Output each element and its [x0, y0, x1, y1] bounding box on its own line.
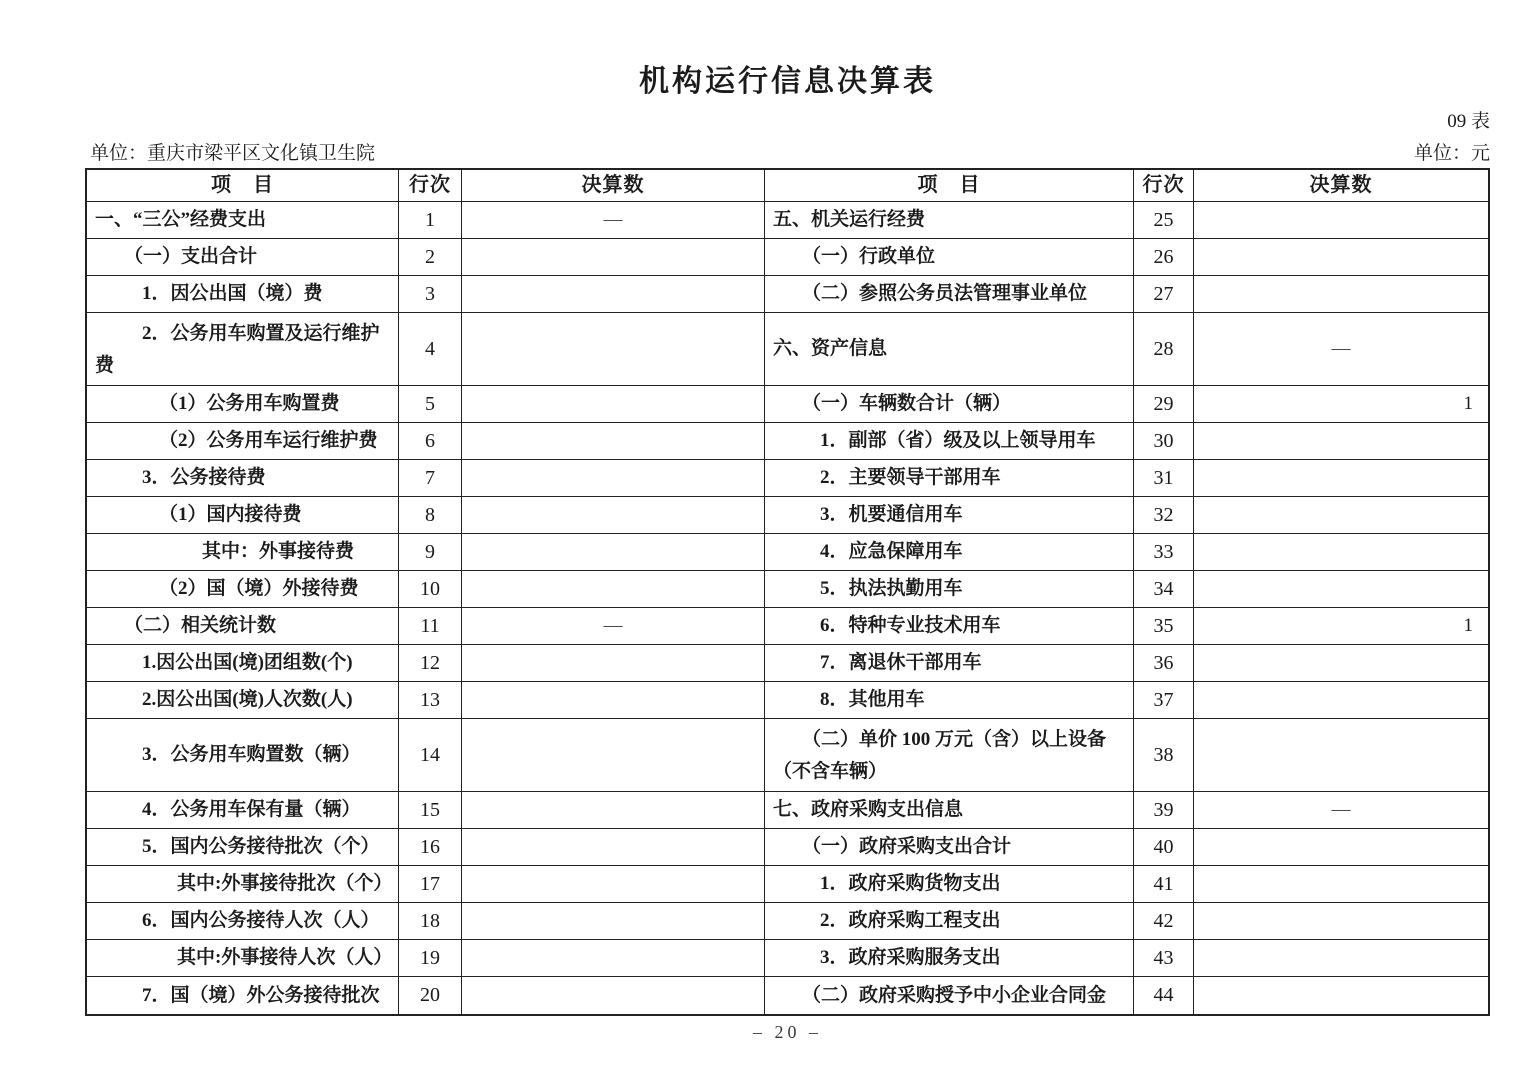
table-row [87, 239, 1488, 276]
header-item-right: 项 目 [765, 170, 1134, 201]
currency-unit: 单位：元 [1413, 143, 1490, 164]
item-cell: 6．特种专业技术用车 [765, 608, 1134, 644]
item-cell: （一）政府采购支出合计 [765, 829, 1134, 865]
amount-cell [1194, 534, 1488, 570]
item-cell: 一、“三公”经费支出 [87, 202, 399, 238]
item-cell: 5．执法执勤用车 [765, 571, 1134, 607]
item-cell: （二）政府采购授予中小企业合同金 [765, 977, 1134, 1014]
header-amount-right: 决算数 [1309, 174, 1373, 196]
line-number-cell: 32 [1134, 497, 1194, 533]
line-number-cell: 16 [399, 829, 462, 865]
table-row [87, 866, 1488, 903]
line-number-cell: 14 [399, 719, 462, 791]
item-cell: 六、资产信息 [765, 313, 1134, 385]
item-cell: 其中:外事接待批次（个） [87, 866, 399, 902]
table-row [87, 460, 1488, 497]
line-number-cell: 42 [1134, 903, 1194, 939]
finance-table [85, 168, 1490, 1016]
item-cell: 3．公务接待费 [87, 460, 399, 496]
line-number-cell: 34 [1134, 571, 1194, 607]
table-header-row [87, 170, 1488, 202]
amount-cell [1194, 866, 1488, 902]
line-number-cell: 30 [1134, 423, 1194, 459]
line-number-cell: 29 [1134, 386, 1194, 422]
line-number-cell: 28 [1134, 313, 1194, 385]
line-number-cell: 20 [399, 977, 462, 1014]
line-number-cell: 36 [1134, 645, 1194, 681]
item-cell: （1）公务用车购置费 [87, 386, 399, 422]
amount-cell [462, 682, 765, 718]
item-cell: （一）行政单位 [765, 239, 1134, 275]
table-row [87, 423, 1488, 460]
table-row [87, 903, 1488, 940]
table-row [87, 571, 1488, 608]
amount-cell [1194, 239, 1488, 275]
amount-cell [462, 645, 765, 681]
page-title: 机构运行信息决算表 [639, 65, 936, 98]
table-body [87, 202, 1488, 1014]
item-cell: 五、机关运行经费 [765, 202, 1134, 238]
item-cell: 其中:外事接待人次（人） [87, 940, 399, 976]
line-number-cell: 2 [399, 239, 462, 275]
line-number-cell: 8 [399, 497, 462, 533]
line-number-cell: 10 [399, 571, 462, 607]
item-cell: （2）公务用车运行维护费 [87, 423, 399, 459]
item-cell: （2）国（境）外接待费 [87, 571, 399, 607]
item-cell: （二）相关统计数 [87, 608, 399, 644]
table-row [87, 534, 1488, 571]
meta-line [90, 138, 1490, 165]
line-number-cell: 44 [1134, 977, 1194, 1014]
amount-cell [1194, 645, 1488, 681]
item-cell: 7．国（境）外公务接待批次 [87, 977, 399, 1014]
line-number-cell: 3 [399, 276, 462, 312]
item-cell: 4．应急保障用车 [765, 534, 1134, 570]
amount-cell [1194, 977, 1488, 1014]
line-number-cell: 13 [399, 682, 462, 718]
line-number-cell: 11 [399, 608, 462, 644]
amount-cell [462, 719, 765, 791]
amount-cell [462, 423, 765, 459]
amount-cell [462, 940, 765, 976]
item-cell: 2.因公出国(境)人次数(人) [87, 682, 399, 718]
amount-cell [1194, 202, 1488, 238]
table-row [87, 940, 1488, 977]
amount-cell [462, 313, 765, 385]
line-number-cell: 43 [1134, 940, 1194, 976]
line-number-cell: 27 [1134, 276, 1194, 312]
table-row [87, 645, 1488, 682]
item-cell: 1．因公出国（境）费 [87, 276, 399, 312]
item-cell: 6．国内公务接待人次（人） [87, 903, 399, 939]
line-number-cell: 12 [399, 645, 462, 681]
amount-cell [1194, 682, 1488, 718]
amount-cell [462, 977, 765, 1014]
item-cell: （一）车辆数合计（辆） [765, 386, 1134, 422]
amount-cell: — [1331, 799, 1351, 821]
amount-cell [1194, 903, 1488, 939]
sheet-number: 09 表 [1447, 111, 1490, 132]
item-cell: 1．政府采购货物支出 [765, 866, 1134, 902]
table-row [87, 977, 1488, 1014]
line-number-cell: 19 [399, 940, 462, 976]
item-cell: 1．副部（省）级及以上领导用车 [765, 423, 1134, 459]
header-line-left: 行次 [399, 170, 462, 201]
line-number-cell: 26 [1134, 239, 1194, 275]
amount-cell [462, 386, 765, 422]
line-number-cell: 4 [399, 313, 462, 385]
amount-cell [1194, 423, 1488, 459]
table-row [87, 497, 1488, 534]
amount-cell: — [1331, 338, 1351, 360]
item-cell: 8．其他用车 [765, 682, 1134, 718]
line-number-cell: 31 [1134, 460, 1194, 496]
amount-cell [462, 903, 765, 939]
amount-cell: 1 [1463, 615, 1473, 637]
amount-cell [462, 534, 765, 570]
item-cell: 2．政府采购工程支出 [765, 903, 1134, 939]
table-row [87, 386, 1488, 423]
line-number-cell: 9 [399, 534, 462, 570]
amount-cell [1194, 719, 1488, 791]
item-cell: 其中：外事接待费 [87, 534, 399, 570]
table-row [87, 719, 1488, 792]
item-cell: 3．公务用车购置数（辆） [87, 719, 399, 791]
page-number: – 20 – [753, 1022, 822, 1042]
amount-cell [462, 239, 765, 275]
line-number-cell: 5 [399, 386, 462, 422]
item-cell: 4．公务用车保有量（辆） [87, 792, 399, 828]
amount-cell [462, 829, 765, 865]
header-item-left: 项 目 [87, 170, 399, 201]
item-cell: 5．国内公务接待批次（个） [87, 829, 399, 865]
line-number-cell: 6 [399, 423, 462, 459]
amount-cell: 1 [1463, 393, 1473, 415]
line-number-cell: 33 [1134, 534, 1194, 570]
table-row [87, 792, 1488, 829]
unit-name: 单位：重庆市梁平区文化镇卫生院 [90, 143, 376, 164]
line-number-cell: 18 [399, 903, 462, 939]
item-cell: 3．政府采购服务支出 [765, 940, 1134, 976]
amount-cell [462, 866, 765, 902]
line-number-cell: 41 [1134, 866, 1194, 902]
amount-cell [1194, 940, 1488, 976]
item-cell: （一）支出合计 [87, 239, 399, 275]
item-cell: 七、政府采购支出信息 [765, 792, 1134, 828]
item-cell: 2．主要领导干部用车 [765, 460, 1134, 496]
line-number-cell: 25 [1134, 202, 1194, 238]
table-row [87, 202, 1488, 239]
item-cell: （二）单价 100 万元（含）以上设备（不含车辆） [765, 719, 1134, 791]
table-row [87, 313, 1488, 386]
amount-cell [462, 571, 765, 607]
item-cell: 3．机要通信用车 [765, 497, 1134, 533]
line-number-cell: 1 [399, 202, 462, 238]
amount-cell [1194, 571, 1488, 607]
amount-cell [1194, 460, 1488, 496]
line-number-cell: 7 [399, 460, 462, 496]
line-number-cell: 38 [1134, 719, 1194, 791]
header-amount-left: 决算数 [462, 170, 765, 201]
header-line-right: 行次 [1134, 170, 1194, 201]
amount-cell [462, 460, 765, 496]
amount-cell [1194, 829, 1488, 865]
item-cell: （1）国内接待费 [87, 497, 399, 533]
line-number-cell: 17 [399, 866, 462, 902]
line-number-cell: 15 [399, 792, 462, 828]
item-cell: 7．离退休干部用车 [765, 645, 1134, 681]
table-row [87, 829, 1488, 866]
amount-cell: — [462, 202, 765, 238]
item-cell: 2．公务用车购置及运行维护费 [87, 313, 399, 385]
item-cell: （二）参照公务员法管理事业单位 [765, 276, 1134, 312]
line-number-cell: 39 [1134, 792, 1194, 828]
table-row [87, 608, 1488, 645]
amount-cell [1194, 497, 1488, 533]
amount-cell [462, 792, 765, 828]
amount-cell [1194, 276, 1488, 312]
line-number-cell: 37 [1134, 682, 1194, 718]
amount-cell [462, 497, 765, 533]
line-number-cell: 40 [1134, 829, 1194, 865]
item-cell: 1.因公出国(境)团组数(个) [87, 645, 399, 681]
table-row [87, 276, 1488, 313]
amount-cell [462, 276, 765, 312]
line-number-cell: 35 [1134, 608, 1194, 644]
amount-cell: — [462, 608, 765, 644]
table-row [87, 682, 1488, 719]
